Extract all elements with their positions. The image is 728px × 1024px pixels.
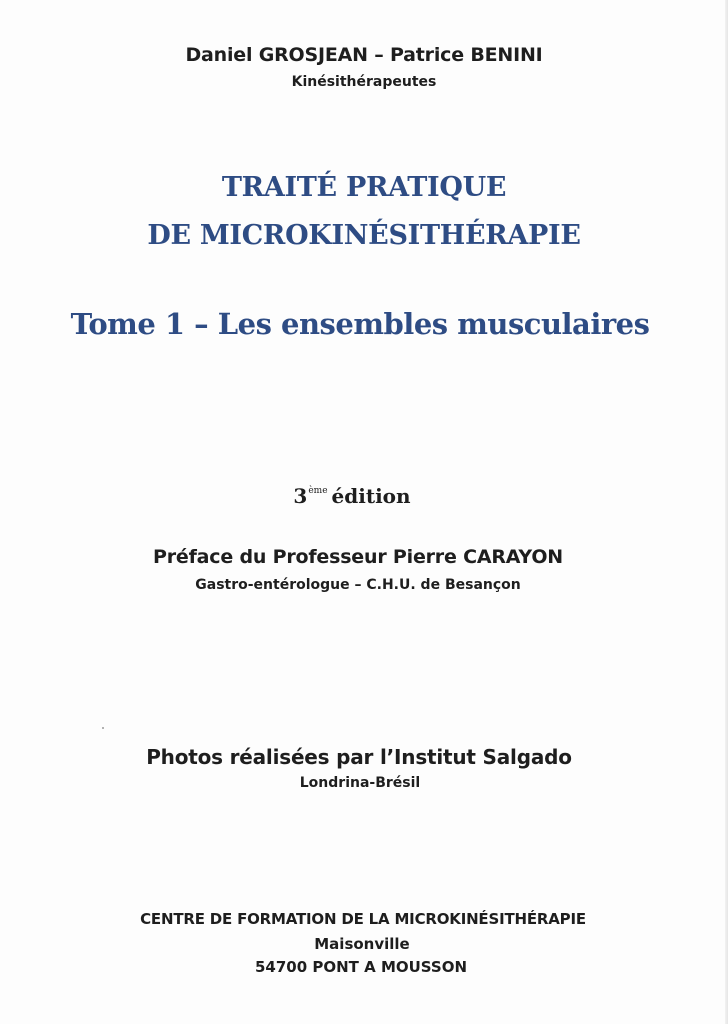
preface-credit: Préface du Professeur Pierre CARAYON: [153, 546, 563, 568]
scan-speck: [102, 727, 104, 729]
preface-affiliation: Gastro-entérologue – C.H.U. de Besançon: [195, 577, 521, 593]
book-title-line-2: DE MICROKINÉSITHÉRAPIE: [147, 220, 581, 251]
edition-label: édition: [331, 484, 411, 508]
publisher-city: 54700 PONT A MOUSSON: [254, 958, 468, 976]
book-title-line-1: TRAITÉ PRATIQUE: [221, 172, 507, 203]
edition: [0, 484, 716, 508]
publisher-place: Maisonville: [314, 935, 410, 953]
authors-profession: Kinésithérapeutes: [291, 74, 437, 90]
photos-location: Londrina-Brésil: [299, 775, 421, 791]
edition-superscript: ème: [308, 486, 328, 496]
publisher-name: CENTRE DE FORMATION DE LA MICROKINÉSITHÉRAPIE: [140, 910, 586, 928]
authors: Daniel GROSJEAN – Patrice BENINI: [185, 44, 543, 66]
edition-number: 3: [293, 484, 308, 508]
volume-title: Tome 1 – Les ensembles musculaires: [70, 307, 650, 341]
photos-credit: Photos réalisées par l’Institut Salgado: [146, 745, 572, 769]
